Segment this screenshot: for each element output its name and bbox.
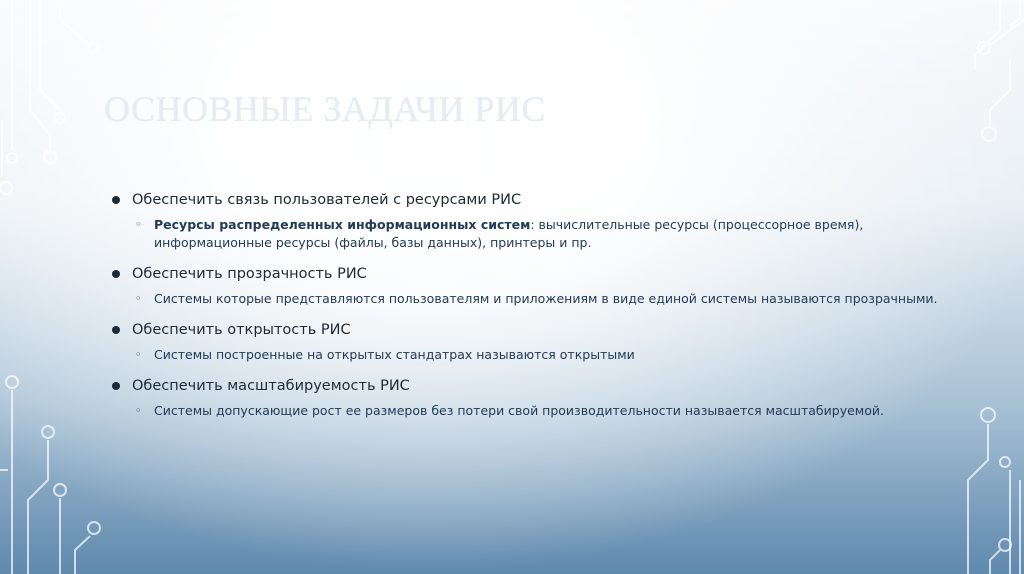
hollow-circle-icon: ◦ [135,292,142,305]
sub-item [132,216,942,252]
bullet-item [112,264,942,308]
hollow-circle-icon: ◦ [135,404,142,417]
hollow-circle-icon: ◦ [135,218,142,231]
bullet-item [112,320,942,364]
bullet-item [112,190,942,252]
sub-text: Системы построенные на открытых стандатрах называются открытыми [154,347,635,362]
sub-item [132,346,942,364]
sub-item [132,402,942,420]
sub-list [132,402,942,420]
bullet-dot-icon [112,270,120,278]
bullet-text: Обеспечить масштабируемость РИС [132,378,410,394]
sub-text: Системы допускающие рост ее размеров без потери свой производительности называется масштабируемой. [154,403,884,418]
bullet-text: Обеспечить связь пользователей с ресурсами РИС [132,192,522,208]
hollow-circle-icon: ◦ [135,348,142,361]
bullet-text: Обеспечить открытость РИС [132,322,351,338]
sub-bold-term: Ресурсы распределенных информационных систем [154,217,531,232]
sub-list [132,290,942,308]
sub-text: : вычислительные ресурсы (процессорное время), информационные ресурсы (файлы, базы данных), принтеры и пр. [154,217,864,250]
bullet-text: Обеспечить прозрачность РИС [132,266,367,282]
sub-list [132,216,942,252]
sub-list [132,346,942,364]
bullet-dot-icon [112,326,120,334]
sub-text: Системы которые представляются пользователям и приложениям в виде единой системы называются прозрачными. [154,291,938,306]
slide-title: ОСНОВНЫЕ ЗАДАЧИ РИС [104,89,546,129]
bullet-item [112,376,942,420]
sub-item [132,290,942,308]
bullet-dot-icon [112,382,120,390]
bullet-list [112,190,942,432]
bullet-dot-icon [112,196,120,204]
